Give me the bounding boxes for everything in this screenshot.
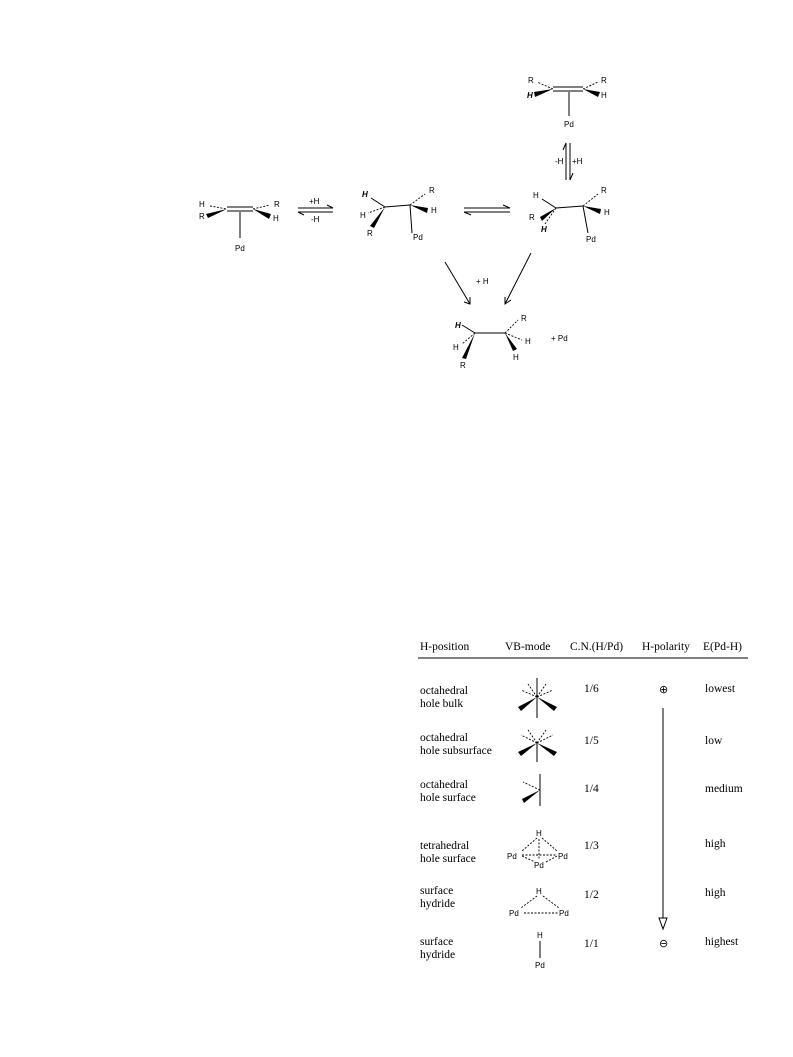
atom-r: R	[528, 76, 534, 85]
energy-value: high	[705, 838, 726, 850]
vb-atom-pd: Pd	[535, 961, 545, 970]
atom-r: R	[529, 213, 535, 222]
atom-h: H	[525, 337, 531, 346]
table-row	[420, 931, 739, 970]
vb-atom-pd: Pd	[507, 852, 517, 861]
table-row	[420, 885, 726, 918]
position-line-2: hydride	[420, 898, 456, 910]
energy-value: medium	[705, 783, 743, 795]
cn-value: 1/2	[584, 889, 599, 901]
header-h-polarity: H-polarity	[642, 641, 690, 653]
atom-h: H	[453, 343, 459, 352]
atom-pd: Pd	[564, 120, 574, 129]
atom-r: R	[199, 212, 205, 221]
label-add-h: +H	[572, 157, 583, 166]
atom-h: H	[601, 91, 607, 100]
alkene-pd-complex-left	[199, 200, 280, 253]
header-h-position: H-position	[420, 641, 470, 653]
vb-mode-tetrahedral-surface	[507, 829, 568, 870]
atom-h-added: H	[541, 225, 547, 234]
half-hydrogenated-intermediate-1	[360, 186, 437, 242]
position-line-2: hydride	[420, 949, 456, 961]
table-row	[420, 678, 736, 718]
table-row	[420, 829, 726, 870]
atom-r: R	[601, 186, 607, 195]
label-plus-pd: + Pd	[551, 334, 568, 343]
h-position-table	[418, 641, 748, 970]
position-line-2: hole surface	[420, 792, 476, 804]
atom-r: R	[274, 200, 280, 209]
atom-h: H	[199, 200, 205, 209]
hydrogenation-arrows	[445, 253, 531, 304]
atom-r: R	[429, 186, 435, 195]
cn-value: 1/6	[584, 683, 599, 695]
position-line-2: hole subsurface	[420, 745, 492, 757]
polarity-trend-arrow	[659, 708, 667, 929]
atom-pd: Pd	[235, 244, 245, 253]
cn-value: 1/3	[584, 840, 599, 852]
energy-value: lowest	[705, 683, 736, 695]
vb-atom-h: H	[537, 931, 543, 940]
atom-r: R	[460, 361, 466, 370]
energy-value: highest	[705, 936, 739, 948]
cn-value: 1/4	[584, 783, 599, 795]
vb-mode-octahedral-subsurface	[518, 730, 557, 762]
header-cn: C.N.(H/Pd)	[570, 641, 624, 653]
atom-r: R	[367, 229, 373, 238]
position-line-2: hole surface	[420, 853, 476, 865]
position-line-1: tetrahedral	[420, 840, 470, 852]
atom-pd: Pd	[413, 233, 423, 242]
atom-h: H	[527, 91, 533, 100]
vb-mode-surface-terminal	[535, 931, 545, 970]
atom-h: H	[513, 353, 519, 362]
energy-value: high	[705, 887, 726, 899]
equilibrium-harpoons	[464, 205, 510, 215]
position-line-1: octahedral	[420, 685, 468, 697]
atom-r: R	[521, 314, 527, 323]
equilibrium-arrow-add-remove-h	[298, 197, 333, 224]
half-hydrogenated-intermediate-2	[529, 186, 610, 244]
polarity-negative-icon: ⊖	[659, 937, 669, 950]
table-row	[420, 774, 743, 806]
position-line-1: surface	[420, 885, 454, 897]
vb-atom-pd: Pd	[558, 852, 568, 861]
atom-h: H	[431, 206, 437, 215]
reaction-scheme	[199, 76, 610, 370]
energy-value: low	[705, 735, 723, 747]
vb-mode-octahedral-surface	[522, 774, 540, 806]
vb-atom-pd: Pd	[509, 909, 519, 918]
label-remove-h: -H	[311, 215, 320, 224]
atom-h-added: H	[362, 190, 368, 199]
atom-h: H	[360, 211, 366, 220]
cn-value: 1/5	[584, 735, 599, 747]
label-remove-h: -H	[555, 157, 564, 166]
header-vb-mode: VB-mode	[505, 641, 551, 653]
cn-value: 1/1	[584, 938, 599, 950]
header-energy: E(Pd-H)	[703, 641, 742, 653]
alkane-product	[453, 314, 568, 370]
vb-atom-h: H	[536, 829, 542, 838]
alkene-pd-complex-top	[527, 76, 607, 129]
atom-h-added: H	[455, 321, 461, 330]
table-row	[420, 730, 723, 762]
position-line-1: octahedral	[420, 779, 468, 791]
polarity-positive-icon: ⊕	[659, 683, 669, 696]
vertical-equilibrium-arrow	[555, 143, 583, 180]
position-line-1: octahedral	[420, 732, 468, 744]
vb-atom-h: H	[536, 887, 542, 896]
atom-h: H	[533, 191, 539, 200]
atom-pd: Pd	[586, 235, 596, 244]
vb-mode-surface-bridge	[509, 887, 569, 918]
vb-atom-pd: Pd	[559, 909, 569, 918]
atom-r: R	[601, 76, 607, 85]
atom-h: H	[273, 214, 279, 223]
label-add-h: + H	[476, 277, 489, 286]
position-line-1: surface	[420, 936, 454, 948]
vb-atom-pd: Pd	[534, 861, 544, 870]
vb-mode-octahedral-bulk	[518, 678, 557, 718]
label-add-h: +H	[309, 197, 320, 206]
atom-h: H	[604, 208, 610, 217]
position-line-2: hole bulk	[420, 698, 464, 710]
